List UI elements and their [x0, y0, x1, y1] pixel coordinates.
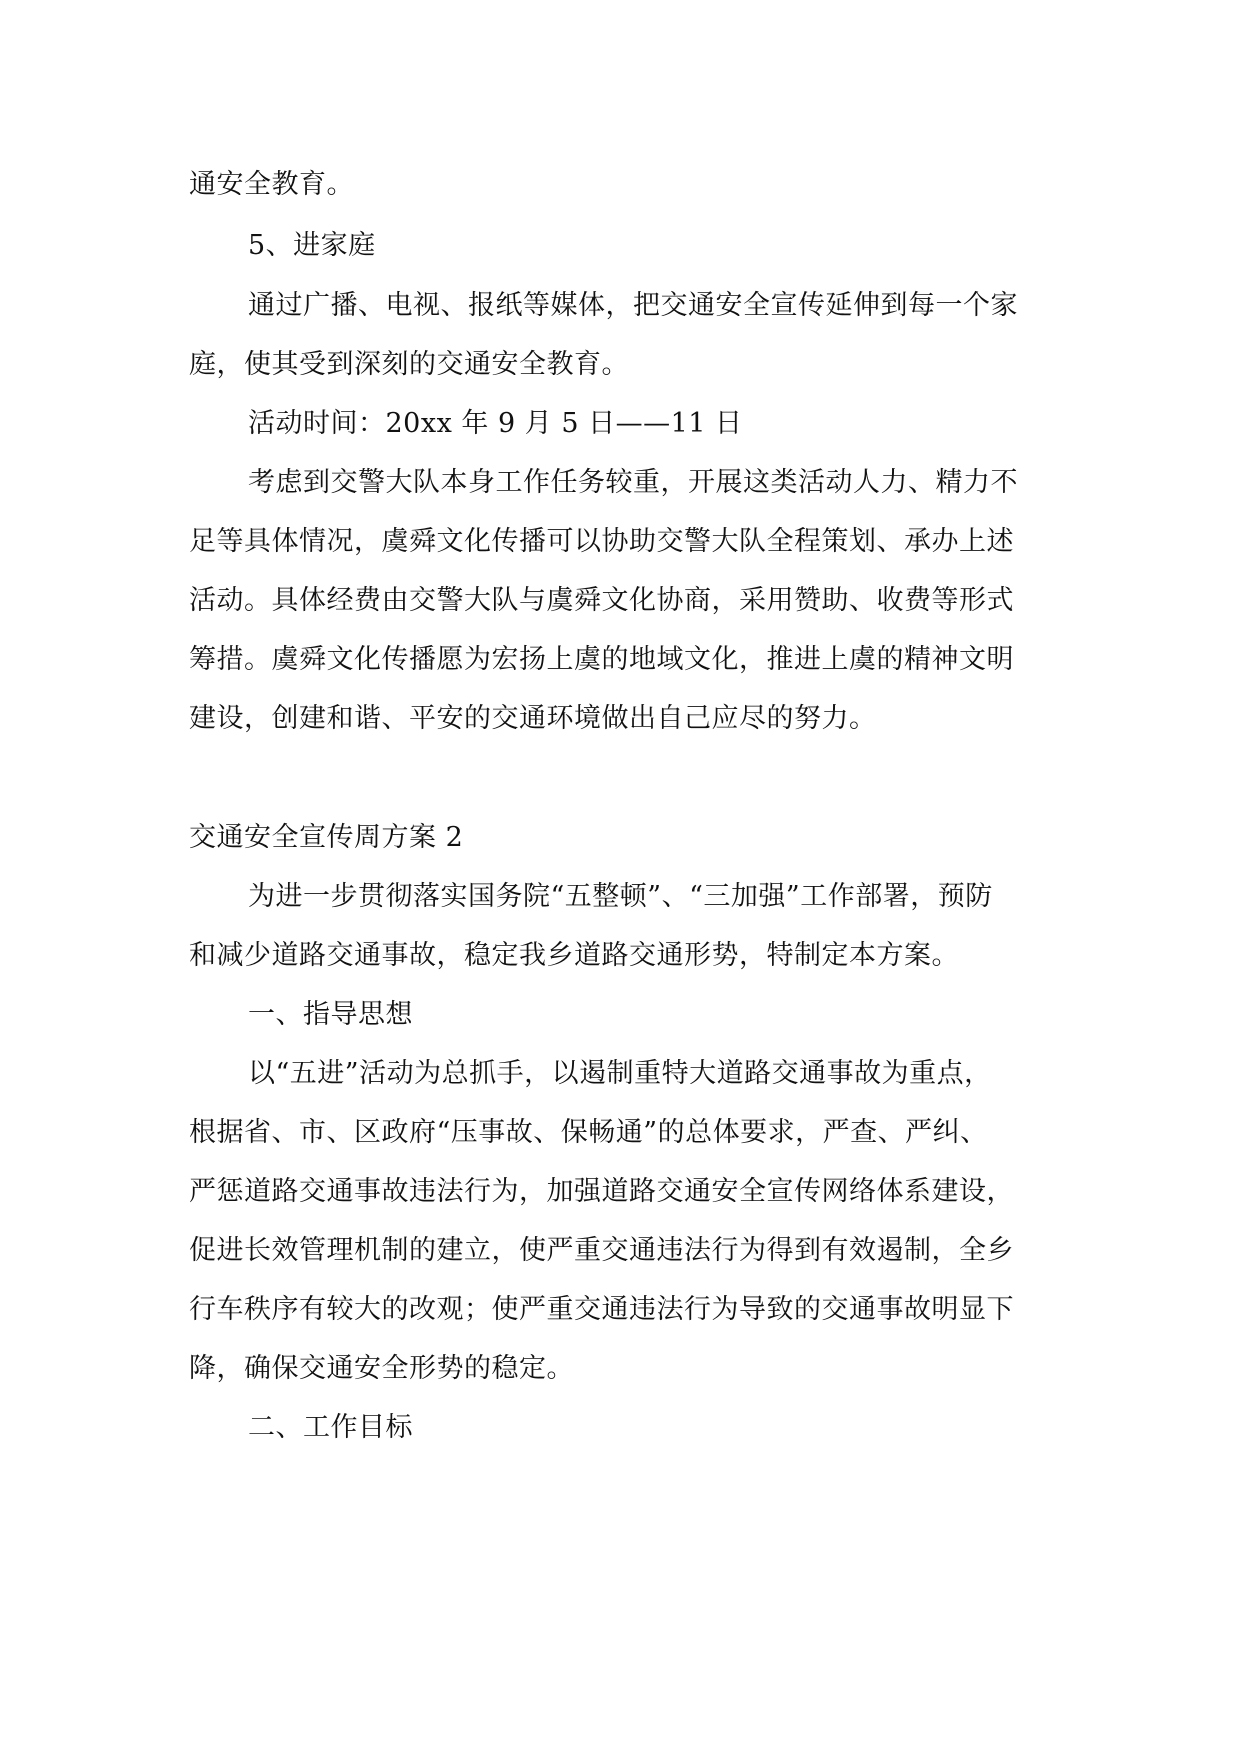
paragraph-line: 严惩道路交通事故违法行为，加强道路交通安全宣传网络体系建设， [189, 1176, 1014, 1207]
subsection-heading: 二、工作目标 [248, 1412, 413, 1443]
paragraph-line: 考虑到交警大队本身工作任务较重，开展这类活动人力、精力不 [248, 467, 1018, 498]
paragraph-line: 促进长效管理机制的建立，使严重交通违法行为得到有效遏制，全乡 [189, 1235, 1014, 1266]
section-title: 交通安全宣传周方案 2 [189, 822, 464, 853]
paragraph-line: 活动。具体经费由交警大队与虞舜文化协商，采用赞助、收费等形式 [189, 585, 1014, 616]
paragraph-line: 以“五进”活动为总抓手，以遏制重特大道路交通事故为重点， [248, 1058, 992, 1089]
paragraph-line: 为进一步贯彻落实国务院“五整顿”、“三加强”工作部署，预防 [248, 881, 993, 912]
paragraph-line: 根据省、市、区政府“压事故、保畅通”的总体要求，严查、严纠、 [189, 1117, 988, 1148]
paragraph-line: 降，确保交通安全形势的稳定。 [189, 1353, 574, 1384]
paragraph-line: 和减少道路交通事故，稳定我乡道路交通形势，特制定本方案。 [189, 940, 959, 971]
paragraph-line: 建设，创建和谐、平安的交通环境做出自己应尽的努力。 [189, 703, 877, 734]
section-item-heading: 5、进家庭 [248, 230, 376, 261]
paragraph-line: 行车秩序有较大的改观；使严重交通违法行为导致的交通事故明显下 [189, 1294, 1014, 1325]
paragraph-line: 庭，使其受到深刻的交通安全教育。 [189, 349, 629, 380]
subsection-heading: 一、指导思想 [248, 999, 413, 1030]
activity-time-line: 活动时间：20xx 年 9 月 5 日——11 日 [248, 408, 743, 439]
paragraph-line: 足等具体情况，虞舜文化传播可以协助交警大队全程策划、承办上述 [189, 526, 1014, 557]
paragraph-line: 通过广播、电视、报纸等媒体，把交通安全宣传延伸到每一个家 [248, 290, 1018, 321]
paragraph-line: 筹措。虞舜文化传播愿为宏扬上虞的地域文化，推进上虞的精神文明 [189, 644, 1014, 675]
paragraph-line: 通安全教育。 [189, 169, 354, 200]
